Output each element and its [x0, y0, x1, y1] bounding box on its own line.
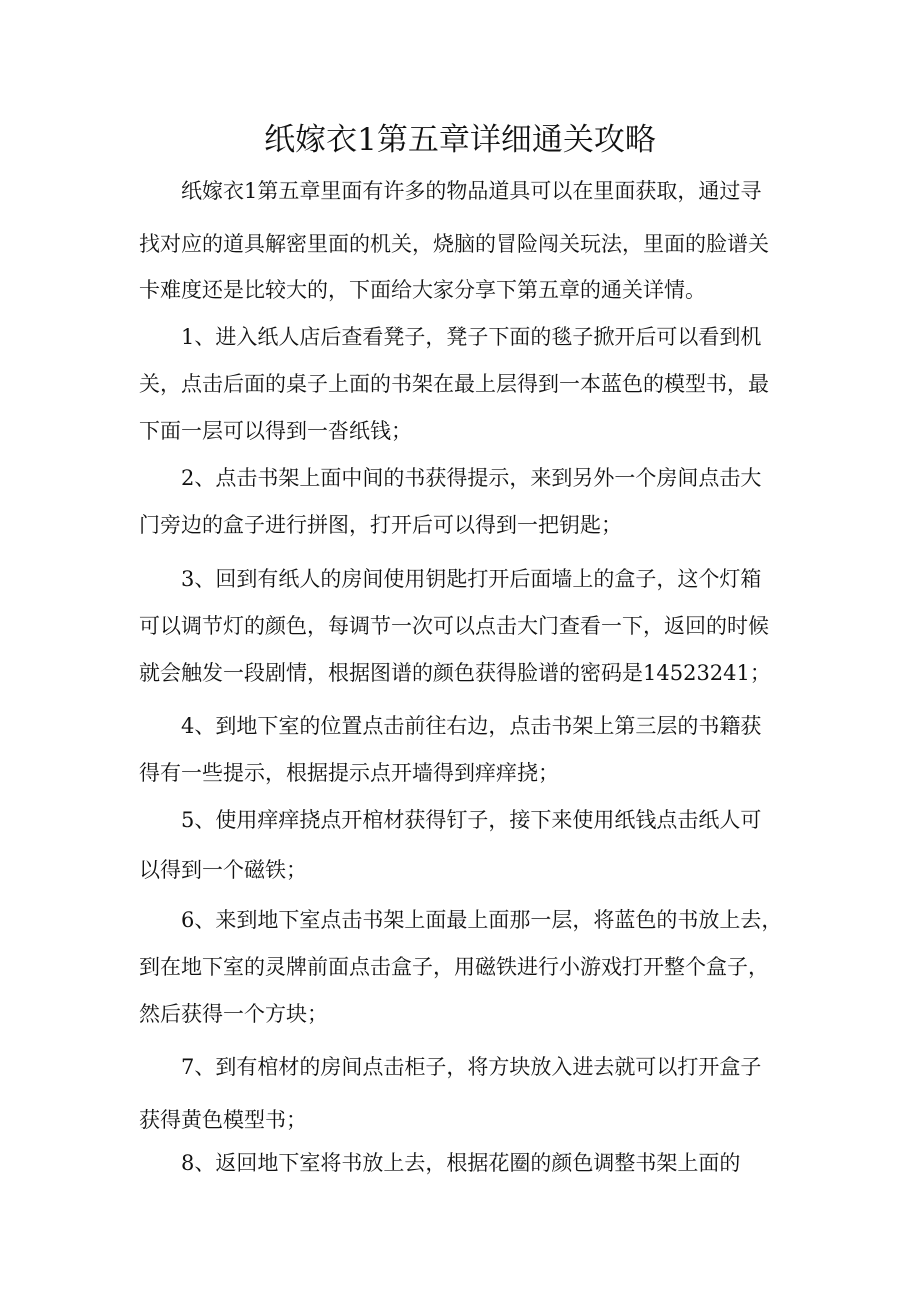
- step-1-line-3: 下面一层可以得到一沓纸钱；: [139, 419, 412, 443]
- step-7-line-1: 7、到有棺材的房间点击柜子，将方块放入进去就可以打开盒子: [181, 1055, 762, 1079]
- paragraph-intro-line-3: 卡难度还是比较大的，下面给大家分享下第五章的通关详情。: [139, 278, 706, 302]
- step-3-line-3: 就会触发一段剧情，根据图谱的颜色获得脸谱的密码是14523241；: [139, 661, 771, 685]
- paragraph-intro-line-1: 纸嫁衣1第五章里面有许多的物品道具可以在里面获取，通过寻: [181, 179, 762, 203]
- step-8-line-1: 8、返回地下室将书放上去，根据花圈的颜色调整书架上面的: [181, 1151, 741, 1175]
- step-3-line-1: 3、回到有纸人的房间使用钥匙打开后面墙上的盒子，这个灯箱: [181, 567, 762, 591]
- step-1-line-2: 关，点击后面的桌子上面的书架在最上层得到一本蓝色的模型书，最: [139, 372, 769, 396]
- paragraph-intro-line-2: 找对应的道具解密里面的机关，烧脑的冒险闯关玩法，里面的脸谱关: [139, 232, 769, 256]
- step-5-line-1: 5、使用痒痒挠点开棺材获得钉子，接下来使用纸钱点击纸人可: [181, 808, 762, 832]
- step-1-line-1: 1、进入纸人店后查看凳子，凳子下面的毯子掀开后可以看到机: [181, 325, 762, 349]
- step-2-line-1: 2、点击书架上面中间的书获得提示，来到另外一个房间点击大: [181, 466, 762, 490]
- page-title: 纸嫁衣1第五章详细通关攻略: [264, 122, 656, 158]
- step-6-line-1: 6、来到地下室点击书架上面最上面那一层，将蓝色的书放上去，: [181, 908, 783, 932]
- step-6-line-2: 到在地下室的灵牌前面点击盒子，用磁铁进行小游戏打开整个盒子，: [139, 955, 769, 979]
- step-4-line-1: 4、到地下室的位置点击前往右边，点击书架上第三层的书籍获: [181, 714, 762, 738]
- step-4-line-2: 得有一些提示，根据提示点开墙得到痒痒挠；: [139, 761, 559, 785]
- step-3-line-2: 可以调节灯的颜色，每调节一次可以点击大门查看一下，返回的时候: [139, 614, 769, 638]
- step-6-line-3: 然后获得一个方块；: [139, 1002, 328, 1026]
- step-5-line-2: 以得到一个磁铁；: [139, 858, 307, 882]
- step-2-line-2: 门旁边的盒子进行拼图，打开后可以得到一把钥匙；: [139, 513, 622, 537]
- step-7-line-2: 获得黄色模型书；: [139, 1108, 307, 1132]
